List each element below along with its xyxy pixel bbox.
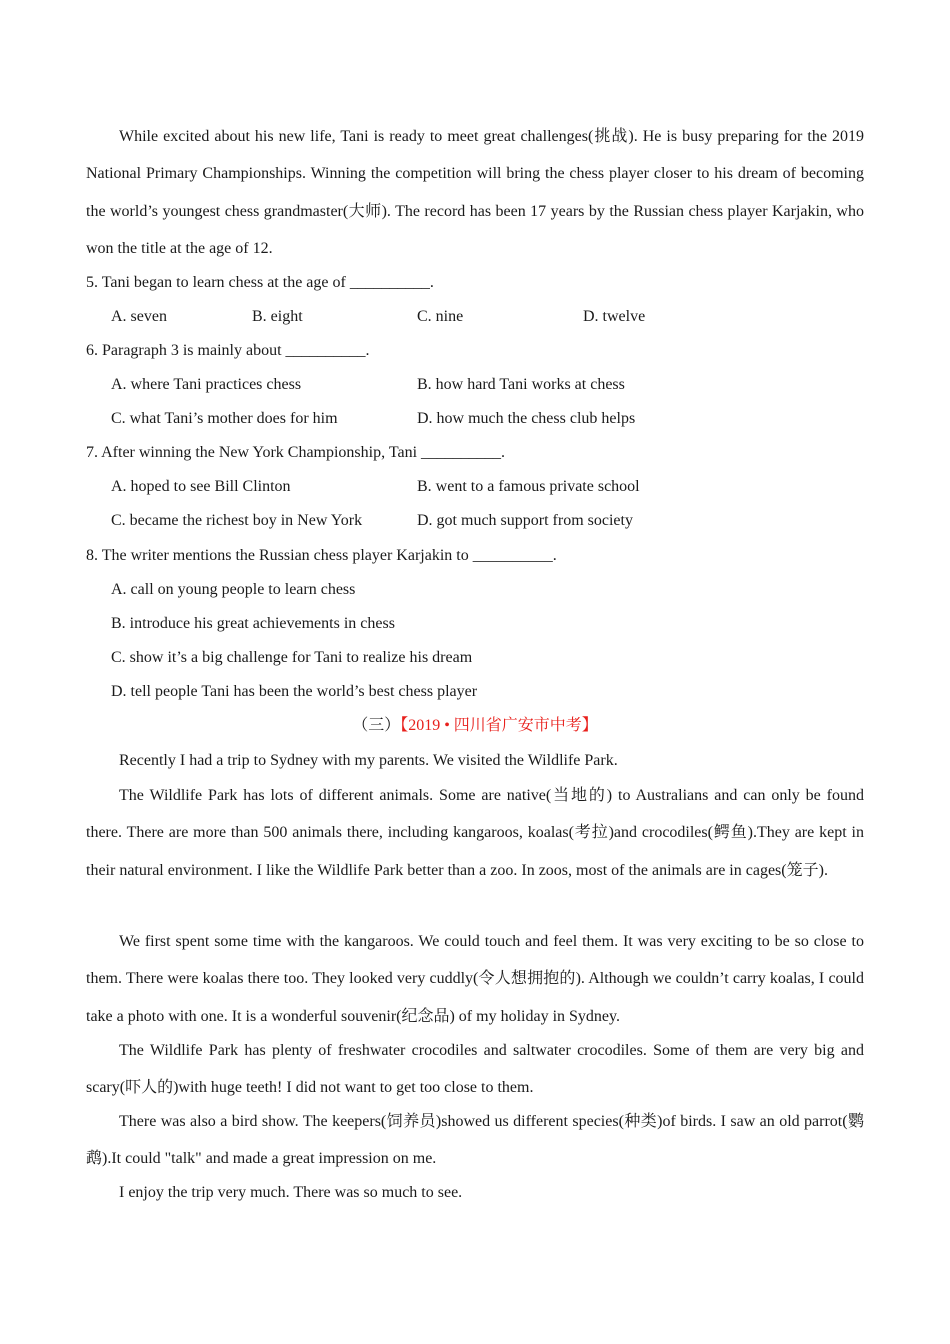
question-5-options [86, 300, 864, 334]
option-c[interactable]: C. what Tani’s mother does for him [111, 410, 338, 427]
option-d[interactable]: D. how much the chess club helps [417, 410, 636, 427]
option-d[interactable]: D. twelve [583, 308, 646, 325]
exam-source: 【2019 • 四川省广安市中考】 [400, 717, 598, 734]
question-7-stem: 7. After winning the New York Championship, Tani __________. [86, 444, 506, 461]
option-b[interactable]: B. went to a famous private school [417, 478, 640, 495]
option-c[interactable]: C. nine [417, 308, 464, 325]
passage-paragraph: The Wildlife Park has plenty of freshwater crocodiles and saltwater crocodiles. Some of them are very big and scary(吓人的)with huge teeth! I did not want to get too close to them. [86, 1042, 864, 1097]
question-5-stem: 5. Tani began to learn chess at the age of __________. [86, 274, 434, 291]
passage-paragraph: There was also a bird show. The keepers(饲养员)showed us different species(种类)of birds. I saw an old parrot(鹦鹉).It could "talk" and made a great impression on me. [86, 1113, 864, 1168]
option-a[interactable]: A. where Tani practices chess [111, 376, 302, 393]
passage-paragraph: We first spent some time with the kangaroos. We could touch and feel them. It was very exciting to be so close to them. There were koalas there too. They looked very cuddly(令人想拥抱的). Although we couldn’t carry koalas, I could take a photo with one. It is a wonderful souvenir(纪念品) of my holiday in Sydney. [86, 933, 864, 1025]
option-d[interactable]: D. got much support from society [417, 512, 633, 529]
section-heading [86, 709, 864, 743]
question-6-options-row2 [86, 402, 864, 436]
section-label: （三） [352, 717, 401, 734]
passage-paragraph: I enjoy the trip very much. There was so much to see. [119, 1184, 463, 1201]
option-d[interactable]: D. tell people Tani has been the world’s best chess player [111, 683, 478, 700]
question-7-options-row1 [86, 470, 864, 504]
question-8-stem: 8. The writer mentions the Russian chess player Karjakin to __________. [86, 547, 557, 564]
passage-paragraph: While excited about his new life, Tani is ready to meet great challenges(挑战). He is busy preparing for the 2019 National Primary Championships. Winning the competition will bring the chess player closer to his dream of becoming the world’s youngest chess grandmaster(大师). The record has been 17 years by the Russian chess player Karjakin, who won the title at the age of 12. [86, 128, 864, 257]
question-6-stem: 6. Paragraph 3 is mainly about __________. [86, 342, 370, 359]
question-7-options-row2 [86, 504, 864, 538]
option-c[interactable]: C. show it’s a big challenge for Tani to realize his dream [111, 649, 473, 666]
option-c[interactable]: C. became the richest boy in New York [111, 512, 363, 529]
option-b[interactable]: B. how hard Tani works at chess [417, 376, 625, 393]
question-6-options-row1 [86, 368, 864, 402]
passage-paragraph: The Wildlife Park has lots of different animals. Some are native(当地的) to Australians and can only be found there. There are more than 500 animals there, including kangaroos, koalas(考拉)and crocodiles(鳄鱼).They are kept in their natural environment. I like the Wildlife Park better than a zoo. In zoos, most of the animals are in cages(笼子). [86, 787, 864, 879]
option-b[interactable]: B. eight [252, 308, 303, 325]
passage-paragraph: Recently I had a trip to Sydney with my parents. We visited the Wildlife Park. [119, 752, 618, 769]
option-a[interactable]: A. hoped to see Bill Clinton [111, 478, 291, 495]
option-a[interactable]: A. call on young people to learn chess [111, 581, 356, 598]
option-b[interactable]: B. introduce his great achievements in chess [111, 615, 395, 632]
option-a[interactable]: A. seven [111, 308, 167, 325]
